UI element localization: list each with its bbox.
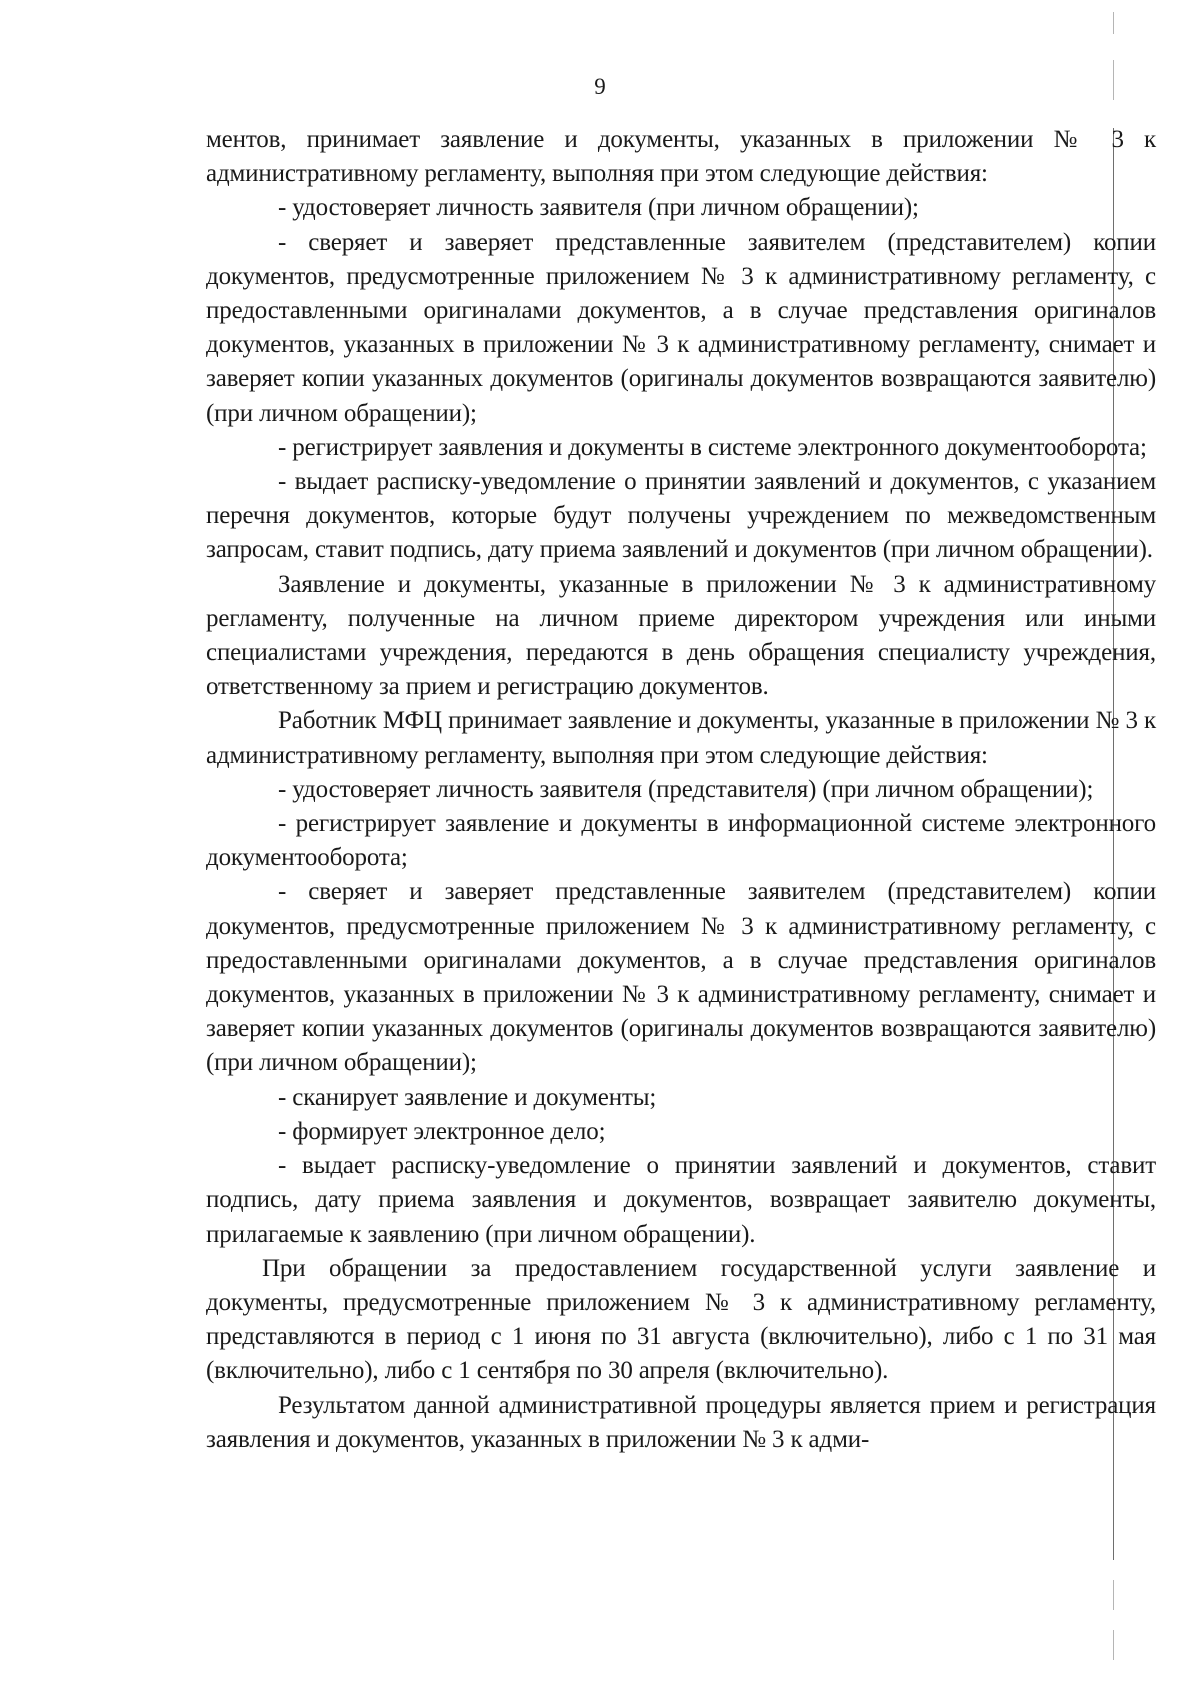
list-item: - регистрирует заявления и документы в системе электронного документооборота; [278,433,1147,461]
scan-margin-line-top [1113,12,1114,34]
scan-margin-line-bottom-end [1113,1630,1114,1660]
list-item: - регистрирует заявление и документы в информационной системе электронного документооборота; [206,810,1156,872]
paragraph: Результатом данной административной процедуры является прием и регистрация заявления и документов, указанных в приложении № 3 к адми- [206,1391,1156,1453]
paragraph: Заявление и документы, указанные в приложении № 3 к административному регламенту, полученные на личном приеме директором учреждения или иными специалистами учреждения, передаются в день обращения специалисту учреждения, ответственному за прием и регистрацию документов. [206,570,1156,701]
page-number: 9 [594,74,606,99]
list-item: - сканирует заявление и документы; [278,1083,657,1111]
list-item: - выдает расписку-уведомление о принятии заявлений и документов, с указанием перечня документов, которые будут получены учреждением по межведомственным запросам, ставит подпись, дату приема заявлений и документов (при личном обращении). [206,468,1156,564]
list-item: - сверяет и заверяет представленные заявителем (представителем) копии документов, предусмотренные приложением № 3 к административному регламенту, с предоставленными оригиналами документов, а в случае представления оригиналов документов, указанных в приложении № 3 к административному регламенту, снимает и заверяет копии указанных документов (оригиналы документов возвращаются заявителю) (при личном обращении); [206,878,1156,1077]
document-body [206,123,1156,1457]
paragraph: Работник МФЦ принимает заявление и документы, указанные в приложении № 3 к административному регламенту, выполняя при этом следующие действия: [206,707,1156,769]
list-item: - удостоверяет личность заявителя (представителя) (при личном обращении); [278,775,1094,803]
paragraph: ментов, принимает заявление и документы, указанных в приложении № 3 к административному регламенту, выполняя при этом следующие действия: [206,126,1156,188]
list-item: - удостоверяет личность заявителя (при личном обращении); [278,194,919,222]
paragraph: При обращении за предоставлением государственной услуги заявление и документы, предусмотренные приложением № 3 к административному регламенту, представляются в период с 1 июня по 31 августа (включительно), либо с 1 по 31 мая (включительно), либо с 1 сентября по 30 апреля (включительно). [206,1254,1156,1385]
list-item: - формирует электронное дело; [278,1117,606,1145]
list-item: - выдает расписку-уведомление о принятии заявлений и документов, ставит подпись, дату приема заявления и документов, возвращает заявителю документы, прилагаемые к заявлению (при личном обращении). [206,1152,1156,1248]
scan-margin-line-bottom [1113,1580,1114,1610]
list-item: - сверяет и заверяет представленные заявителем (представителем) копии документов, предусмотренные приложением № 3 к административному регламенту, с предоставленными оригиналами документов, а в случае представления оригиналов документов, указанных в приложении № 3 к административному регламенту, снимает и заверяет копии указанных документов (оригиналы документов возвращаются заявителю) (при личном обращении); [206,228,1156,427]
